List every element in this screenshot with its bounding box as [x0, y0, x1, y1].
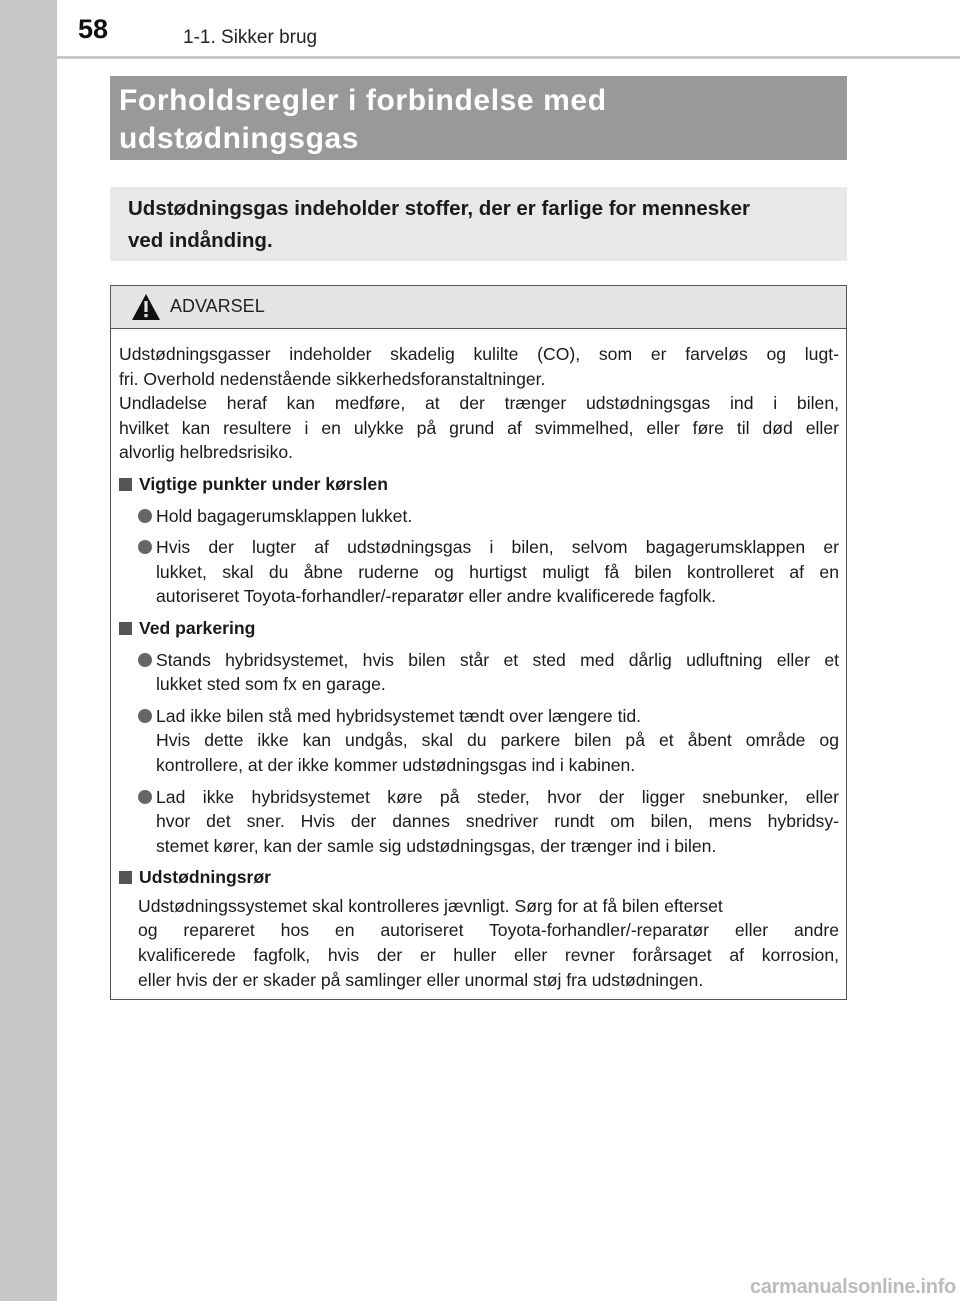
- text-line: Hvis dette ikke kan undgås, skal du parkere bilen på et åbent område og: [156, 730, 839, 751]
- text-line: hvilket kan resultere i en ulykke på grund af svimmelhed, eller føre til død eller: [119, 417, 839, 438]
- list-item: [119, 785, 839, 859]
- text-line: Udstødningssystemet skal kontrolleres jævnligt. Sørg for at få bilen efterset: [138, 895, 723, 916]
- text-line: Lad ikke bilen stå med hybridsystemet tændt over længere tid.: [156, 705, 642, 726]
- section-heading-driving: [119, 472, 839, 497]
- warning-label: ADVARSEL: [170, 296, 265, 316]
- section-heading-text: Ved parkering: [139, 617, 256, 638]
- section-heading-text: Vigtige punkter under kørslen: [139, 473, 388, 494]
- list-item: [119, 648, 839, 697]
- text-line: Lad ikke hybridsystemet køre på steder, hvor der ligger snebunker, eller: [156, 786, 839, 807]
- text-line: lukket sted som fx en garage.: [156, 674, 386, 695]
- section-title: 1-1. Sikker brug: [183, 27, 318, 48]
- round-bullet-icon: [138, 653, 152, 667]
- round-bullet-icon: [138, 709, 152, 723]
- text-line: og repareret hos en autoriseret Toyota-forhandler/-reparatør eller andre: [138, 920, 839, 941]
- square-bullet-icon: [119, 478, 132, 491]
- round-bullet-icon: [138, 540, 152, 554]
- side-strip: [0, 0, 57, 1301]
- text-line: lukket, skal du åbne ruderne og hurtigst muligt få bilen kontrolleret af en: [156, 561, 839, 582]
- text-line: autoriseret Toyota-forhandler/-reparatør eller andre kvalificerede fagfolk.: [156, 586, 717, 607]
- intro-box: [110, 187, 847, 261]
- header-rule: [57, 56, 960, 59]
- text-line: Stands hybridsystemet, hvis bilen står et sted med dårlig udluftning eller et: [156, 649, 839, 670]
- text-line: stemet kører, kan der samle sig udstødningsgas, der trænger ind i bilen.: [156, 835, 717, 856]
- intro-line-1: Udstødningsgas indeholder stoffer, der er farlige for mennesker: [128, 197, 750, 220]
- text-line: eller hvis der er skader på samlinger eller unormal støj fra udstødningen.: [138, 969, 704, 990]
- list-item: [119, 535, 839, 609]
- text-line: fri. Overhold nedenstående sikkerhedsforanstaltninger.: [119, 368, 546, 389]
- round-bullet-icon: [138, 790, 152, 804]
- list-item: [119, 704, 839, 778]
- text-line: Hvis der lugter af udstødningsgas i bilen, selvom bagagerumsklappen er: [156, 537, 839, 558]
- warning-triangle-icon: [131, 293, 161, 321]
- warning-intro-paragraph: [119, 342, 839, 465]
- title-line-1: Forholdsregler i forbindelse med: [119, 84, 607, 117]
- title-line-2: udstødningsgas: [119, 122, 360, 155]
- text-line: Udstødningsgasser indeholder skadelig kulilte (CO), som er farveløs og lugt-: [119, 344, 839, 364]
- warning-body: [111, 329, 846, 992]
- list-item: [119, 504, 839, 529]
- section-heading-parking: [119, 616, 839, 641]
- text-line: alvorlig helbredsrisiko.: [119, 442, 294, 463]
- watermark-logo: carmanualsonline.info: [750, 1276, 956, 1298]
- section-heading-text: Udstødningsrør: [139, 867, 271, 888]
- square-bullet-icon: [119, 871, 132, 884]
- text-line: kontrollere, at der ikke kommer udstødningsgas ind i kabinen.: [156, 754, 636, 775]
- intro-line-2: ved indånding.: [128, 229, 273, 252]
- section-heading-exhaust-pipe: [119, 865, 839, 890]
- square-bullet-icon: [119, 622, 132, 635]
- warning-box: [110, 285, 847, 1000]
- warning-header: [111, 286, 846, 329]
- text-line: Undladelse heraf kan medføre, at der trænger udstødningsgas ind i bilen,: [119, 393, 839, 414]
- text-line: kvalificerede fagfolk, hvis der er huller eller revner forårsaget af korrosion,: [138, 945, 839, 966]
- text-line: Hold bagagerumsklappen lukket.: [156, 505, 413, 526]
- round-bullet-icon: [138, 509, 152, 523]
- page-number: 58: [78, 14, 109, 44]
- title-banner: [110, 76, 847, 160]
- section-paragraph: [119, 894, 839, 992]
- text-line: hvor det sner. Hvis der dannes snedriver rundt om bilen, mens hybridsy-: [156, 811, 839, 832]
